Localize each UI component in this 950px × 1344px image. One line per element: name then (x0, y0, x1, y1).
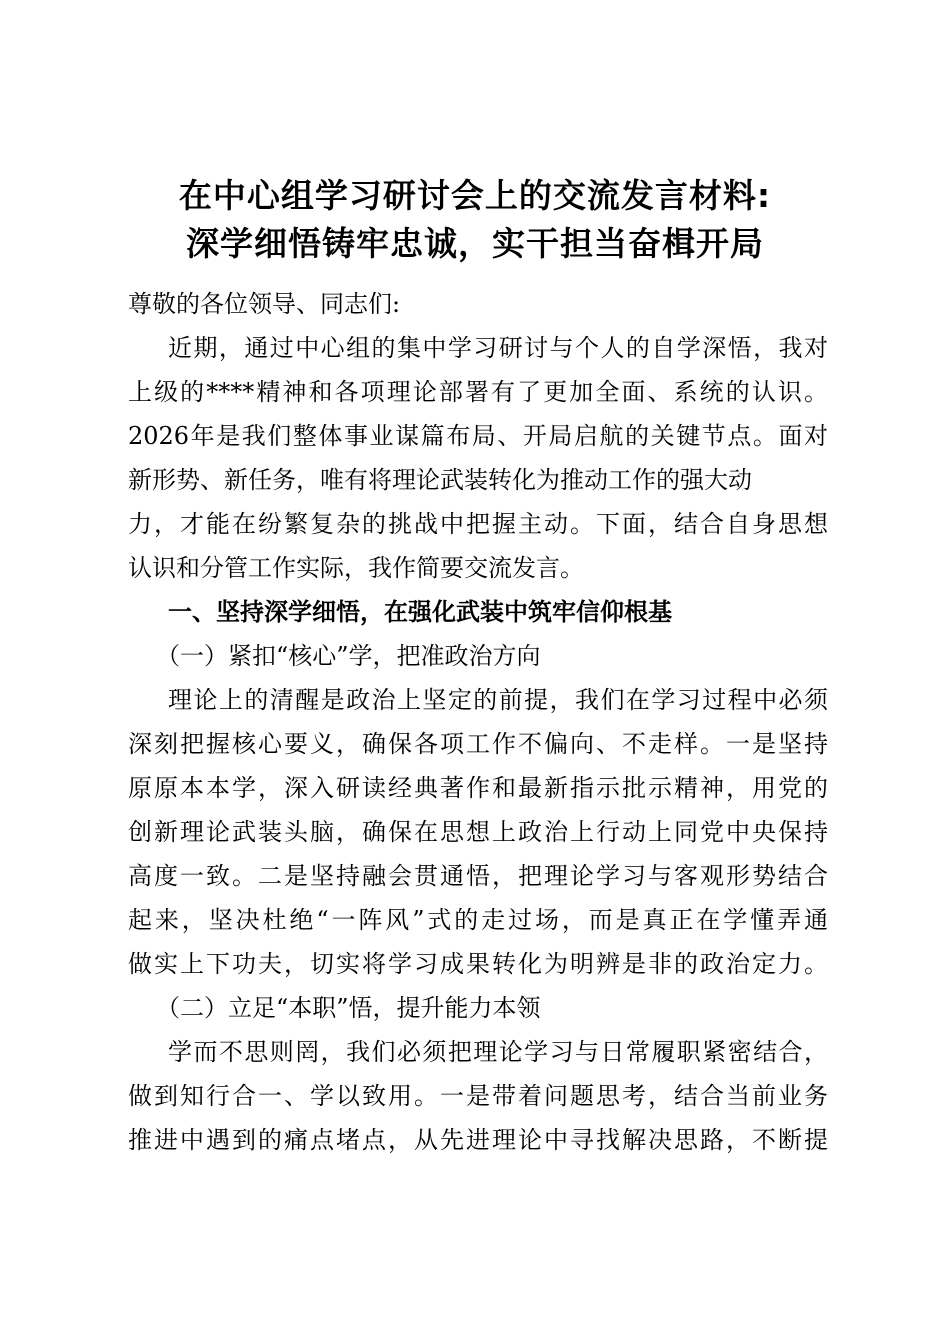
subsection-heading: （二）立足“本职”悟，提升能力本领 (156, 994, 541, 1022)
paragraph-line: 做到知行合一、学以致用。一是带着问题思考，结合当前业务 (128, 1082, 828, 1110)
paragraph-line: 原原本本学，深入研读经典著作和最新指示批示精神，用党的 (128, 774, 828, 802)
section-heading: 一、坚持深学细悟，在强化武装中筑牢信仰根基 (168, 598, 672, 626)
paragraph-line: 做实上下功夫，切实将学习成果转化为明辨是非的政治定力。 (128, 950, 828, 978)
document-body (128, 282, 828, 1162)
paragraph-line: 2026年是我们整体事业谋篇布局、开局启航的关键节点。面对 (128, 422, 828, 450)
paragraph-line: 深刻把握核心要义，确保各项工作不偏向、不走样。一是坚持 (128, 730, 828, 758)
paragraph-line: 起来，坚决杜绝“一阵风”式的走过场，而是真正在学懂弄通 (128, 906, 828, 934)
paragraph-line: 认识和分管工作实际，我作简要交流发言。 (128, 554, 584, 582)
paragraph-line: 理论上的清醒是政治上坚定的前提，我们在学习过程中必须 (168, 686, 828, 714)
subsection-heading: （一）紧扣“核心”学，把准政治方向 (156, 642, 541, 670)
document-title-line-2: 深学细悟铸牢忠诚，实干担当奋楫开局 (186, 224, 764, 263)
paragraph-line: 新形势、新任务，唯有将理论武装转化为推动工作的强大动 (128, 466, 752, 494)
paragraph-line: 学而不思则罔，我们必须把理论学习与日常履职紧密结合， (168, 1038, 828, 1066)
paragraph-line: 创新理论武装头脑，确保在思想上政治上行动上同党中央保持 (128, 818, 828, 846)
paragraph-line: 推进中遇到的痛点堵点，从先进理论中寻找解决思路，不断提 (128, 1126, 828, 1154)
salutation: 尊敬的各位领导、同志们: (128, 290, 401, 318)
document-title-line-1: 在中心组学习研讨会上的交流发言材料: (178, 176, 772, 215)
paragraph-line: 高度一致。二是坚持融会贯通悟，把理论学习与客观形势结合 (128, 862, 828, 890)
paragraph-line: 近期，通过中心组的集中学习研讨与个人的自学深悟，我对 (168, 334, 828, 362)
paragraph-line: 上级的****精神和各项理论部署有了更加全面、系统的认识。 (128, 378, 828, 406)
paragraph-line: 力，才能在纷繁复杂的挑战中把握主动。下面，结合自身思想 (128, 510, 828, 538)
